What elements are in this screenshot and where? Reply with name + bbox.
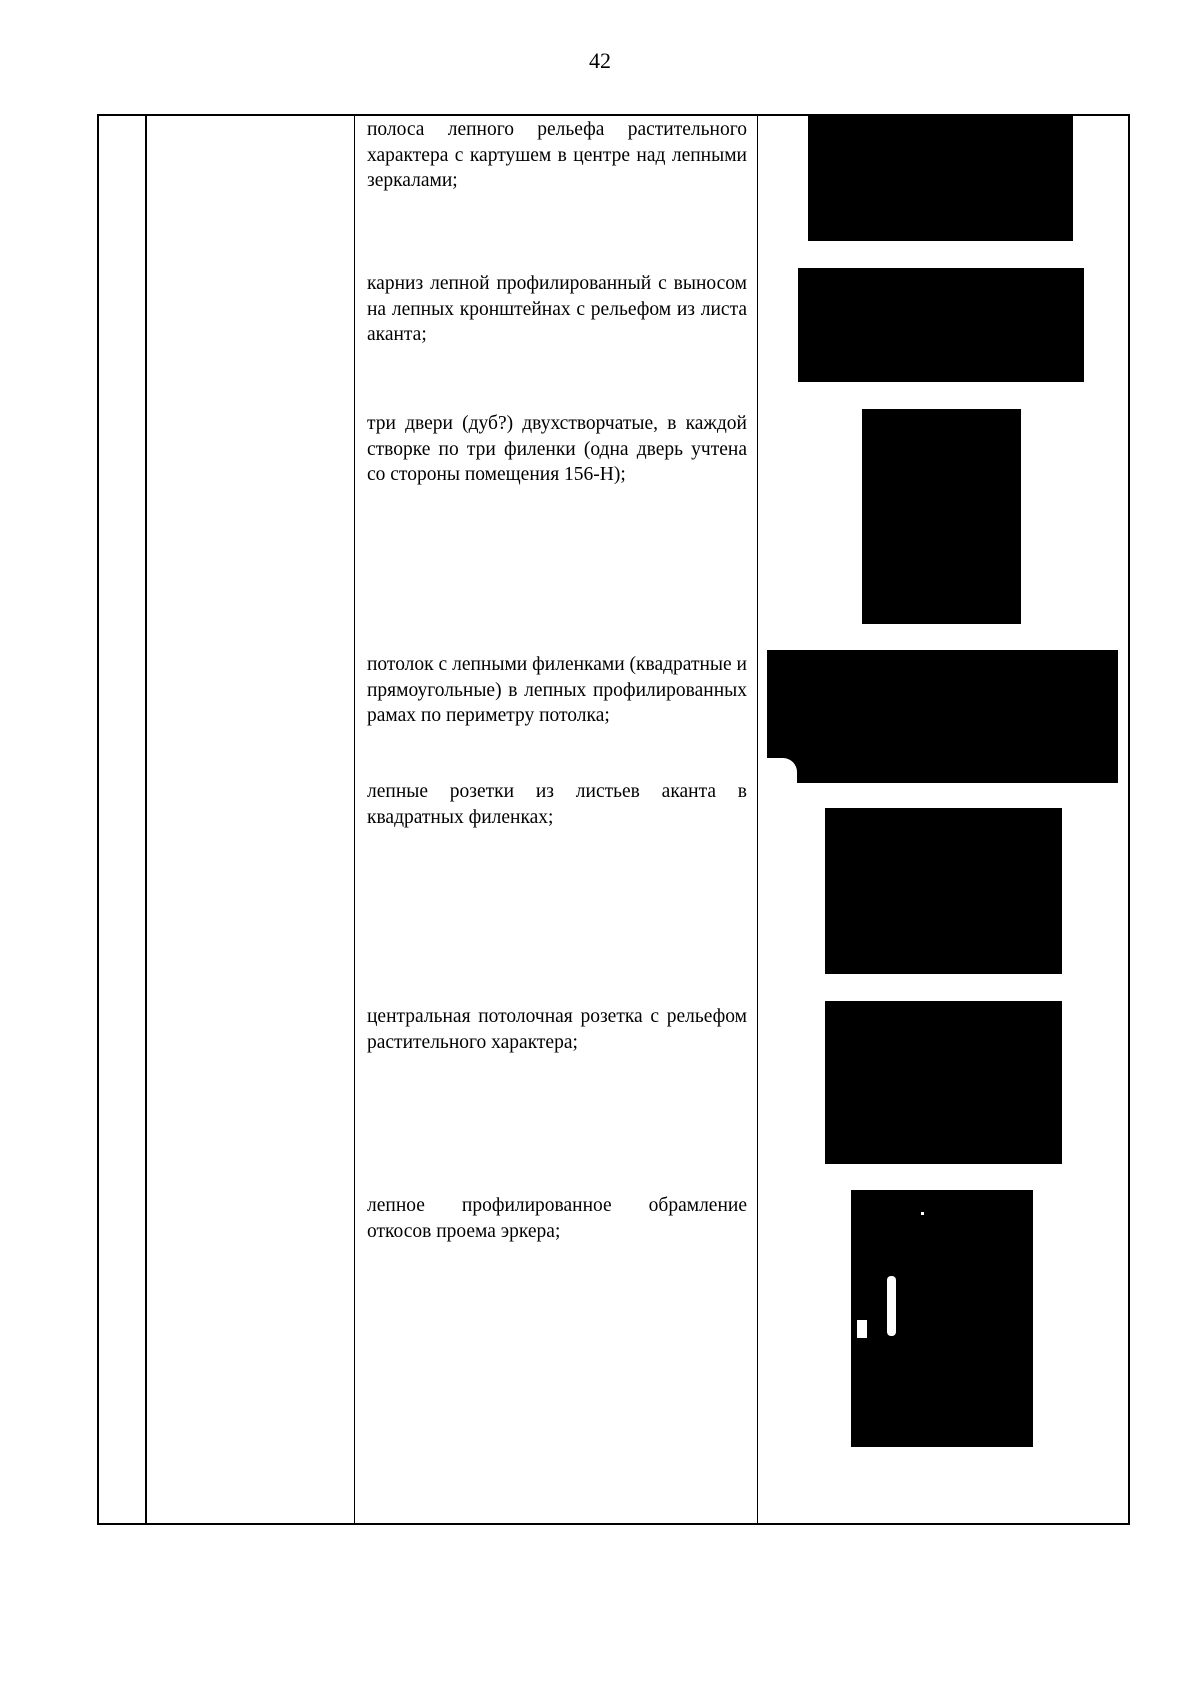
- item-text-ceiling: потолок с лепными филенками (квадратные и прямоугольные) в лепных профилированных рамах по периметру потолка;: [367, 654, 747, 726]
- column-divider-1: [145, 114, 147, 1525]
- item-text-bay-window-frame: лепное профилированное обрамление откосов проема эркера;: [367, 1195, 747, 1242]
- item-text-frieze: полоса лепного рельефа растительного характера с картушем в центре над лепными зеркалами;: [367, 119, 747, 191]
- photo-rosettes: [825, 808, 1062, 974]
- photo-cornice: [798, 268, 1084, 382]
- photo-highlight-strip: [887, 1276, 896, 1336]
- item-text-cornice: карниз лепной профилированный с выносом на лепных кронштейнах с рельефом из листа аканта;: [367, 273, 747, 345]
- photo-doors: [862, 409, 1021, 624]
- item-text-rosettes: лепные розетки из листьев аканта в квадратных филенках;: [367, 781, 747, 828]
- item-text-central-rosette: центральная потолочная розетка с рельефом растительного характера;: [367, 1006, 747, 1053]
- photo-frieze: [808, 115, 1073, 241]
- photo-highlight-spot: [857, 1320, 867, 1338]
- photo-ceiling-flaw: [767, 758, 797, 783]
- page-number: 42: [589, 48, 611, 73]
- column-divider-3: [757, 114, 758, 1525]
- item-text-doors: три двери (дуб?) двухстворчатые, в каждой створке по три филенки (одна дверь учтена со стороны помещения 156-Н);: [367, 413, 747, 485]
- photo-central-rosette: [825, 1001, 1062, 1164]
- column-divider-2: [354, 114, 355, 1525]
- photo-highlight-dot: [921, 1212, 924, 1215]
- photo-ceiling: [767, 650, 1118, 783]
- photo-bay-window-frame: [851, 1190, 1033, 1447]
